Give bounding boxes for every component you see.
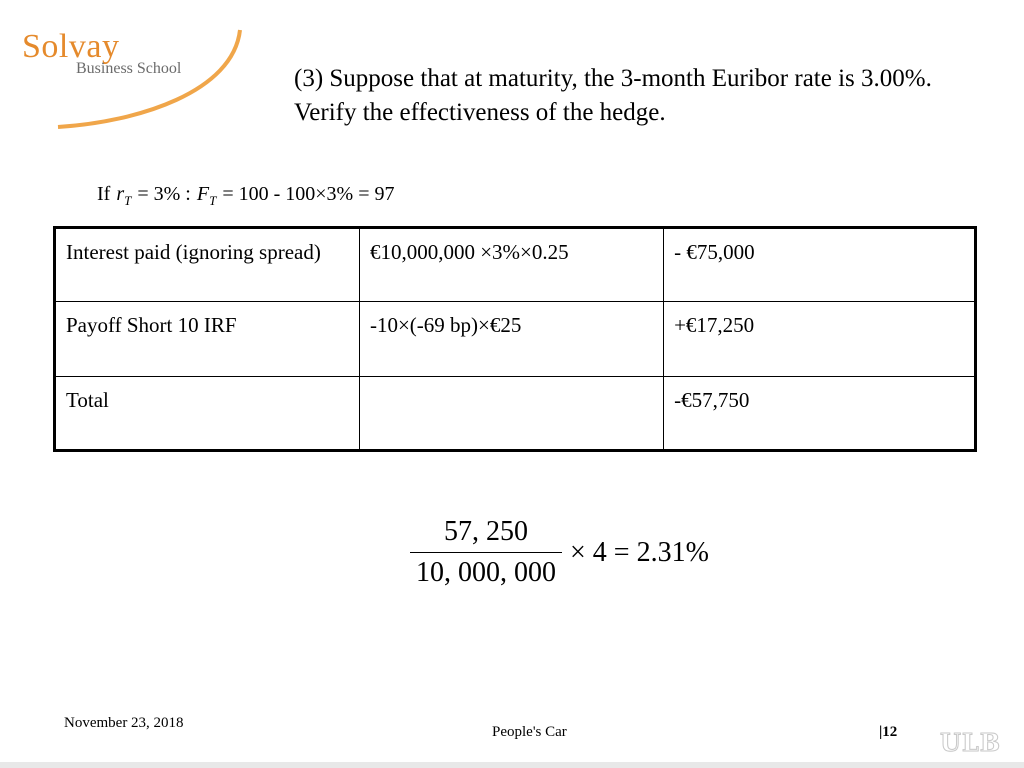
table-cell: +€17,250 (664, 302, 976, 376)
table-cell: €10,000,000 ×3%×0.25 (359, 228, 663, 302)
table-row (55, 376, 976, 450)
formula-rest: = 100 - 100×3% = 97 (222, 183, 395, 205)
table-cell: -€57,750 (664, 376, 976, 450)
formula-middle: = 3% : (137, 183, 191, 205)
fraction-denominator: 10, 000, 000 (410, 552, 562, 589)
solvay-logo (18, 22, 248, 132)
table-cell: - €75,000 (664, 228, 976, 302)
formula-r: $r_T$ (116, 183, 132, 208)
result-formula (410, 516, 709, 589)
table-cell: -10×(-69 bp)×€25 (359, 302, 663, 376)
fraction (410, 516, 562, 589)
table-cell: Total (55, 376, 360, 450)
page-number: |12 (879, 724, 898, 740)
formula-f: $F_T$ (196, 183, 217, 208)
fraction-rest: × 4 = 2.31% (570, 536, 709, 568)
footer-date: November 23, 2018 (64, 715, 184, 731)
table-row (55, 228, 976, 302)
ulb-logo: ULB (940, 728, 1002, 757)
table-row (55, 302, 976, 376)
slide-title: (3) Suppose that at maturity, the 3-month Euribor rate is 3.00%. Verify the effectiveness of the hedge. (294, 65, 932, 126)
bottom-divider (0, 762, 1024, 768)
fraction-numerator: 57, 250 (444, 516, 528, 547)
table-cell (359, 376, 663, 450)
footer-title: People's Car (492, 724, 567, 740)
formula-line (97, 183, 394, 209)
formula-prefix: If (97, 183, 111, 205)
logo-word: Solvay (22, 28, 120, 65)
table-cell: Payoff Short 10 IRF (55, 302, 360, 376)
hedge-table (53, 226, 977, 452)
table-cell: Interest paid (ignoring spread) (55, 228, 360, 302)
logo-subtitle: Business School (76, 60, 182, 77)
